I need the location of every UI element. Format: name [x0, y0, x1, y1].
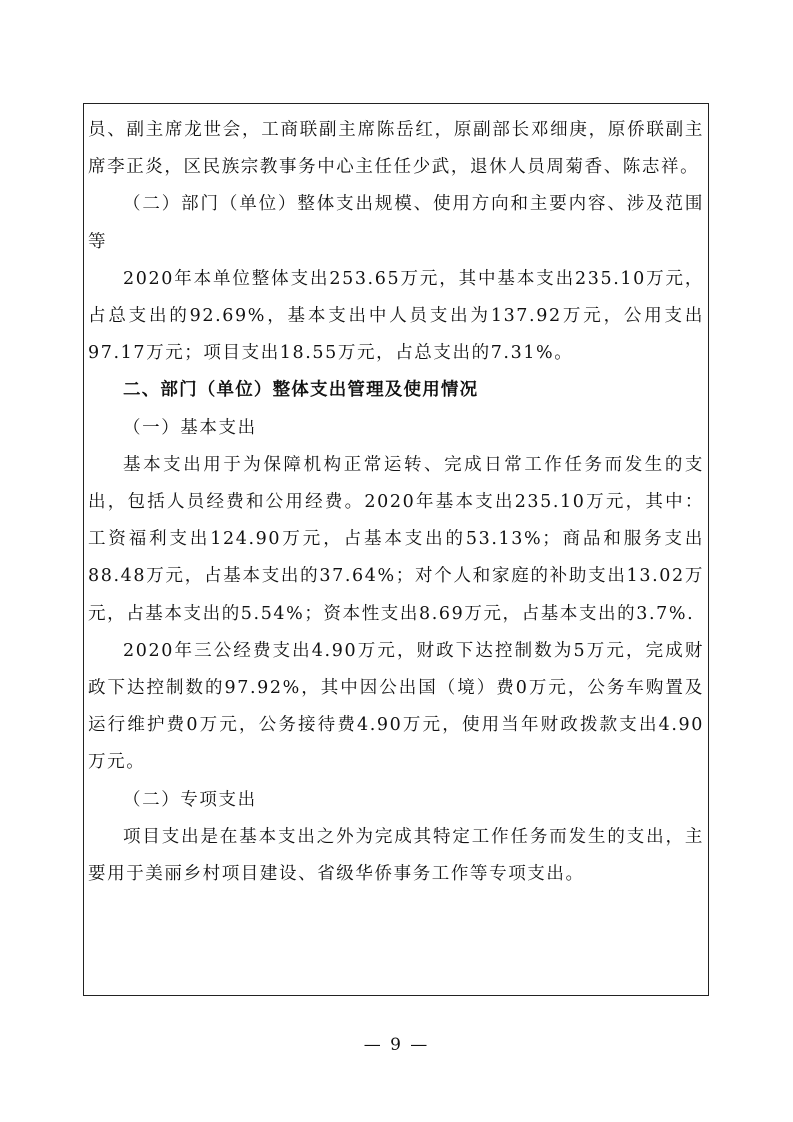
paragraph-three-public-expenses: 2020年三公经费支出4.90万元，财政下达控制数为5万元，完成财政下达控制数的97.92%，其中因公出国（境）费0万元，公务车购置及运行维护费0万元，公务接待费4.90万元，使用当年财政拨款支出4.90万元。 [88, 640, 704, 773]
subheading-expenditure-scale: （二）部门（单位）整体支出规模、使用方向和主要内容、涉及范围等 [88, 194, 704, 252]
paragraph-expenditure-scale: 2020年本单位整体支出253.65万元，其中基本支出235.10万元，占总支出的92.69%，基本支出中人员支出为137.92万元，公用支出97.17万元；项目支出18.55万元，占总支出的7.31%。 [88, 268, 704, 364]
subheading-special-expenditure: （二）专项支出 [123, 789, 257, 810]
document-body [88, 112, 704, 893]
subheading-basic-expenditure: （一）基本支出 [123, 417, 257, 438]
paragraph-committee-members: 员、副主席龙世会，工商联副主席陈岳红，原副部长邓细庚，原侨联副主席李正炎，区民族宗教事务中心主任任少武，退休人员周菊香、陈志祥。 [88, 120, 704, 178]
paragraph-special-expenditure: 项目支出是在基本支出之外为完成其特定工作任务而发生的支出，主要用于美丽乡村项目建设、省级华侨事务工作等专项支出。 [88, 826, 704, 885]
section-heading-expenditure-management: 二、部门（单位）整体支出管理及使用情况 [123, 380, 479, 401]
page-number: — 9 — [363, 1035, 430, 1055]
paragraph-basic-expenditure: 基本支出用于为保障机构正常运转、完成日常工作任务而发生的支出，包括人员经费和公用经费。2020年基本支出235.10万元，其中：工资福利支出124.90万元，占基本支出的53.13%；商品和服务支出88.48万元，占基本支出的37.64%；对个人和家庭的补助支出13.02万元，占基本支出的5.54%；资本性支出8.69万元，占基本支出的3.7%. [88, 454, 704, 624]
